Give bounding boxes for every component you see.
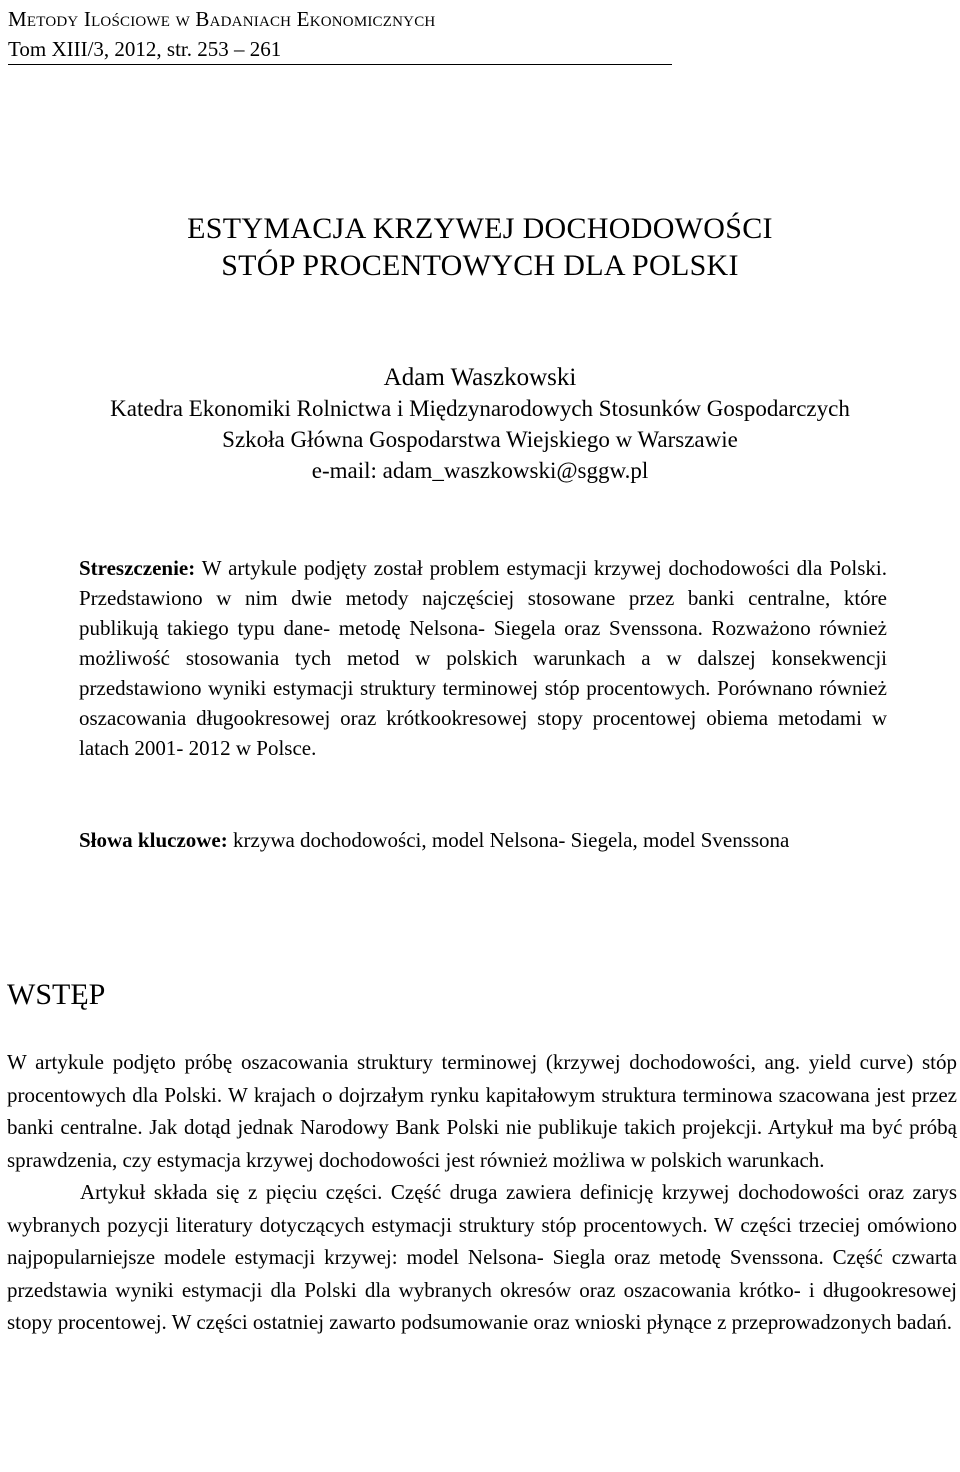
abstract bbox=[79, 553, 887, 763]
title-line-2: STÓP PROCENTOWYCH DLA POLSKI bbox=[221, 249, 739, 282]
keywords-label: Słowa kluczowe: bbox=[79, 828, 228, 852]
author-name: Adam Waszkowski bbox=[383, 364, 577, 391]
header-rule bbox=[8, 64, 672, 65]
abstract-label: Streszczenie: bbox=[79, 556, 196, 580]
paragraph-1: W artykule podjęto próbę oszacowania struktury terminowej (krzywej dochodowości, ang. yield curve) stóp procentowych dla Polski. W krajach o dojrzałym rynku kapitałowym struktura terminowa szacowana jest przez banki centralne. Jak dotąd jednak Narodowy Bank Polski nie publikuje takich projekcji. Artykuł ma być próbą sprawdzenia, czy estymacja krzywej dochodowości jest również możliwa w polskich warunkach. bbox=[7, 1050, 957, 1172]
keywords-text: krzywa dochodowości, model Nelsona- Siegela, model Svenssona bbox=[227, 828, 790, 852]
journal-header bbox=[8, 4, 672, 64]
author-university: Szkoła Główna Gospodarstwa Wiejskiego w Warszawie bbox=[222, 427, 738, 452]
journal-name: Metody Ilościowe w Badaniach Ekonomicznych bbox=[8, 7, 436, 31]
article-title bbox=[0, 210, 960, 284]
journal-volume: Tom XIII/3, 2012, str. 253 – 261 bbox=[8, 37, 282, 61]
paragraph-2: Artykuł składa się z pięciu części. Część druga zawiera definicję krzywej dochodowości oraz zarys wybranych pozycji literatury dotyczących estymacji struktury stóp procentowych. W części trzeciej omówiono najpopularniejsze modele estymacji krzywej: model Nelsona- Siegla oraz metodę Svenssona. Część czwarta przedstawia wyniki estymacji dla Polski dla wybranych okresów oraz oszacowania krótko- i długookresowej stopy procentowej. W części ostatniej zawarto podsumowanie oraz wnioski płynące z przeprowadzonych badań. bbox=[7, 1180, 957, 1334]
title-line-1: ESTYMACJA KRZYWEJ DOCHODOWOŚCI bbox=[187, 212, 773, 245]
section-body bbox=[7, 1046, 957, 1339]
author-email: e-mail: adam_waszkowski@sggw.pl bbox=[311, 458, 649, 483]
author-block bbox=[0, 362, 960, 486]
keywords bbox=[79, 825, 887, 855]
section-heading: WSTĘP bbox=[7, 978, 106, 1011]
author-department: Katedra Ekonomiki Rolnictwa i Międzynarodowych Stosunków Gospodarczych bbox=[110, 396, 850, 421]
abstract-text: W artykule podjęty został problem estymacji krzywej dochodowości dla Polski. Przedstawiono w nim dwie metody najczęściej stosowane przez banki centralne, które publikują takiego typu dane- metodę Nelsona- Siegela oraz Svenssona. Rozważono również możliwość stosowania tych metod w polskich warunkach a w dalszej konsekwencji przedstawiono wyniki estymacji struktury terminowej stóp procentowych. Porównano również oszacowania długookresowej oraz krótkookresowej stopy procentowej obiema metodami w latach 2001- 2012 w Polsce. bbox=[79, 556, 887, 760]
